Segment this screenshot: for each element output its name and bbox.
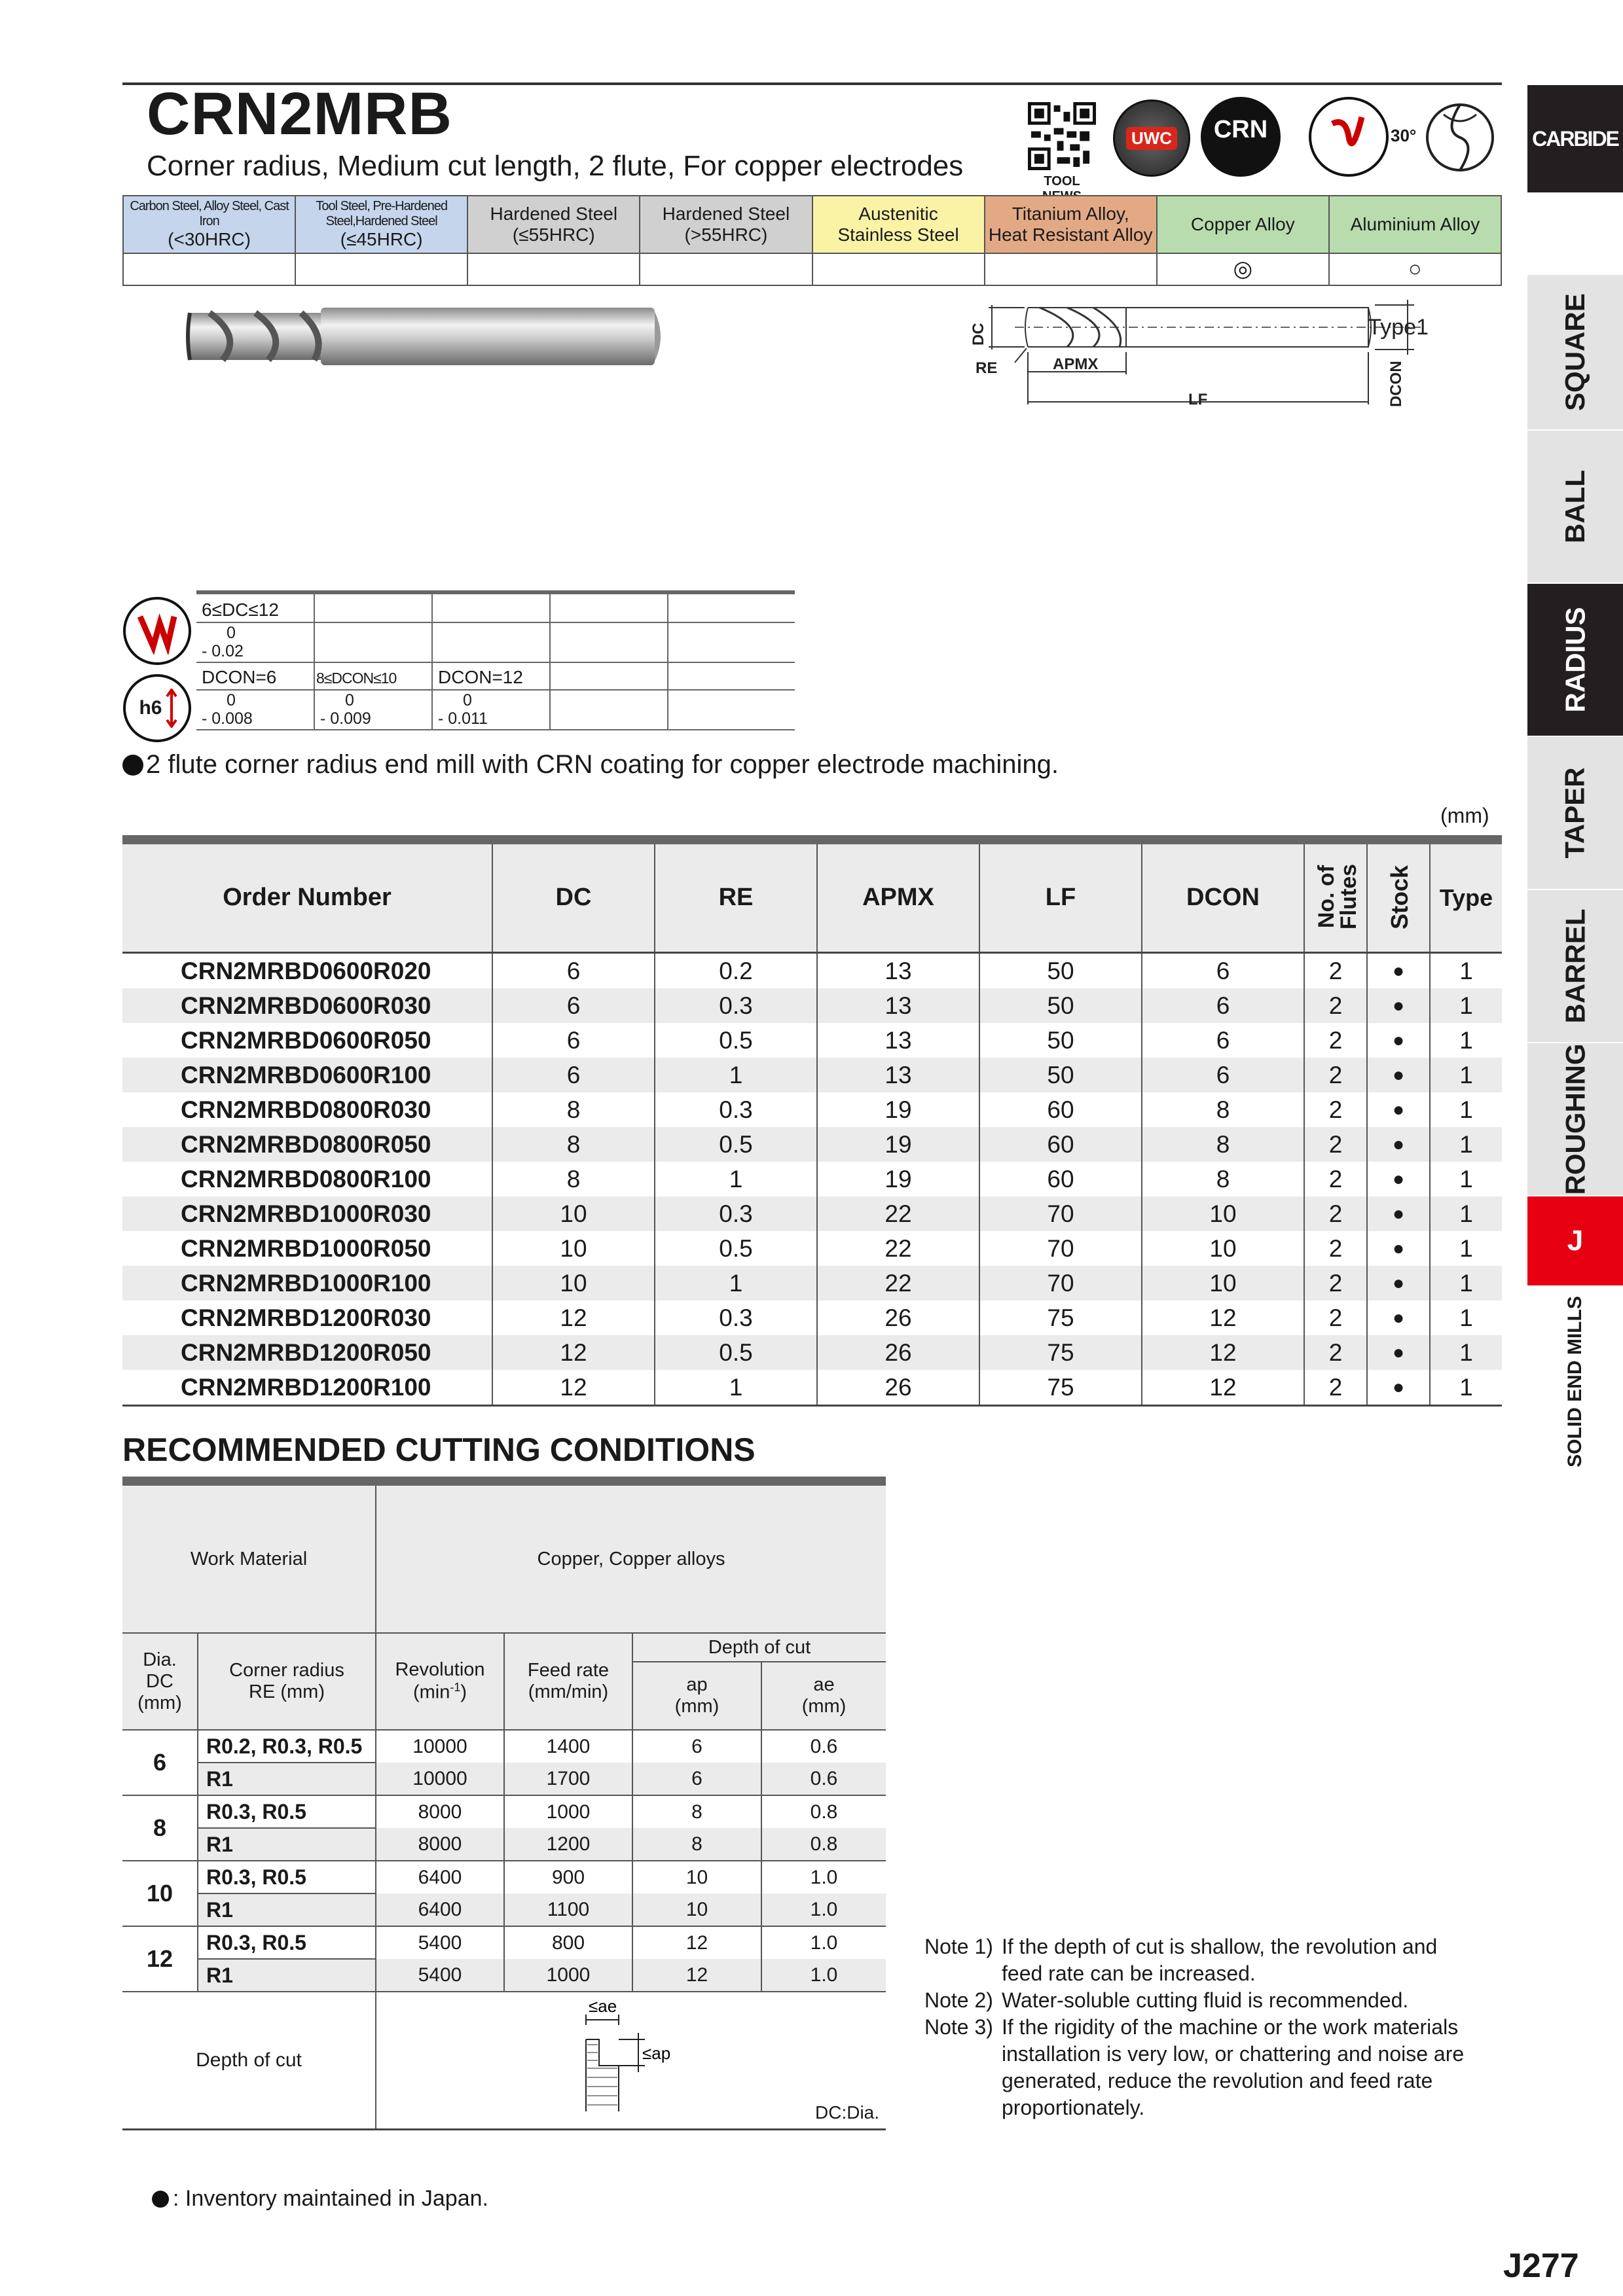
stock-indicator: ● [1367,1231,1430,1266]
col-dcon: DCON [1142,840,1304,952]
stock-indicator: ● [1367,1196,1430,1231]
stock-indicator: ● [1367,1092,1430,1127]
tab-ball[interactable]: BALL [1527,431,1623,583]
work-material-label: Work Material [122,1481,376,1633]
two-flute-icon [1424,98,1496,177]
cutting-row: 12 R0.3, R0.5 5400 800 12 1.0 [122,1926,886,1959]
material-suitability-2 [467,253,640,285]
svg-text:≤ae: ≤ae [589,2000,617,2016]
work-material-value: Copper, Copper alloys [376,1481,886,1633]
material-suitability-1 [295,253,467,285]
stock-indicator: ● [1367,1023,1430,1058]
material-0: Carbon Steel, Alloy Steel, Cast Iron (<30HRC) [123,196,295,253]
h6-shank-icon: h6 [123,674,191,742]
table-row: CRN2MRBD0600R100 6 1 13 50 6 2 ● 1 [122,1058,1502,1092]
dc-tolerance-icon [123,597,191,665]
depth-of-cut-label: Depth of cut [122,1992,376,2129]
dcon-12-tol: - 0.011 [438,709,488,728]
product-table [122,835,1502,1407]
material-2: Hardened Steel (≤55HRC) [467,196,640,253]
tool-news-caption: TOOL [1044,174,1080,188]
tab-square[interactable]: SQUARE [1527,275,1623,429]
qr-code-icon[interactable] [1028,102,1096,170]
helix-angle-label: 30° [1391,126,1417,145]
table-row: CRN2MRBD1000R030 10 0.3 22 70 10 2 ● 1 [122,1196,1502,1231]
drawing-lf-label: LF [1188,391,1208,408]
end-mill-photo [183,306,668,367]
tolerance-table: 6≤DC≤12 0 - 0.02 DCON=6 8≤DCON≤10 DCON=12 0 - 0.008 0 - 0.009 0 - 0.011 [196,590,795,730]
drawing-dc-label: DC [970,323,987,346]
cutting-conditions-title: RECOMMENDED CUTTING CONDITIONS [122,1431,756,1468]
dc-tol-top: 0 [227,624,236,642]
cutting-row: R1 10000 1700 6 0.6 [122,1763,886,1795]
col-flutes: No. of Flutes [1304,840,1367,952]
table-row: CRN2MRBD1200R100 12 1 26 75 12 2 ● 1 [122,1370,1502,1406]
dimension-drawing [962,292,1434,423]
dcon-8-10-header: 8≤DCON≤10 [314,662,432,690]
material-suitability-6: ◎ [1157,253,1329,285]
dcon-6-header: DCON=6 [196,662,314,690]
material-7: Aluminium Alloy [1329,196,1501,253]
table-row: CRN2MRBD1200R050 12 0.5 26 75 12 2 ● 1 [122,1335,1502,1370]
material-suitability-0 [123,253,295,285]
product-title: CRN2MRB [147,81,452,147]
tab-roughing[interactable]: ROUGHING [1527,1043,1623,1195]
table-row: CRN2MRBD1000R050 10 0.5 22 70 10 2 ● 1 [122,1231,1502,1266]
notes [924,1933,1464,2121]
cutting-row: 10 R0.3, R0.5 6400 900 10 1.0 [122,1861,886,1893]
unit-label: (mm) [1440,804,1489,827]
dc-tolerance-header: 6≤DC≤12 [196,592,314,622]
stock-indicator: ● [1367,988,1430,1023]
product-subtitle: Corner radius, Medium cut length, 2 flute, For copper electrodes [147,150,964,182]
uwc-badge: UWC [1113,99,1190,177]
table-row: CRN2MRBD0600R030 6 0.3 13 50 6 2 ● 1 [122,988,1502,1023]
dcon-6-tol: - 0.008 [202,709,253,728]
crn-coating-badge: CRN [1201,97,1281,177]
stock-indicator: ● [1367,952,1430,988]
stock-indicator: ● [1367,1335,1430,1370]
col-lf: LF [979,840,1142,952]
svg-text:≤ap: ≤ap [642,2043,671,2063]
col-stock: Stock [1367,840,1430,952]
stock-indicator: ● [1367,1370,1430,1406]
material-suitability-7: ○ [1329,253,1501,285]
cutting-row: R1 8000 1200 8 0.8 [122,1828,886,1861]
page-number: J277 [1503,2247,1579,2285]
table-row: CRN2MRBD1200R030 12 0.3 26 75 12 2 ● 1 [122,1300,1502,1335]
bullet-icon [122,755,143,776]
note-2: Note 2) Water-soluble cutting fluid is recommended. [924,1988,1409,2012]
tab-taper[interactable]: TAPER [1527,737,1623,889]
depth-of-cut-diagram [376,1992,886,2129]
table-row: CRN2MRBD0800R050 8 0.5 19 60 8 2 ● 1 [122,1127,1502,1162]
material-5: Titanium Alloy, Heat Resistant Alloy [985,196,1157,253]
material-suitability-5 [985,253,1157,285]
col-dc: DC [492,840,655,952]
col-order-number: Order Number [122,840,492,952]
col-re: RE [655,840,817,952]
bullet-icon [152,2191,169,2208]
stock-indicator: ● [1367,1058,1430,1092]
col-apmx: APMX [817,840,979,952]
dc-tol-bottom: - 0.02 [202,641,244,660]
cutting-row: 6 R0.2, R0.3, R0.5 10000 1400 6 0.6 [122,1730,886,1763]
cutting-conditions-table: Work Material Copper, Copper alloys Dia. DC (mm) Corner radius RE (mm) Revolution $(\min^{-1})$ Feed rate (mm/min) Depth of cut ap (mm) ae (mm) 6 R0.2, R0.3, R0.5 10000 1400 6 0.6 R1 10000 1700 6 0.6 8 R0.3, R0.5 8000 1000 8 0.8 R1 8000 1200 8 0.8 10 R0.3, R0.5 6400 900 10 1.0 R1 6400 1100 10 1.0 12 R0.3, R0.5 5400 800 12 1.0 R1 5400 1000 12 1.0 Depth of cut ≤ae ≤ap DC:Dia. [122,1477,886,2130]
dcon-12-header: DCON=12 [432,662,550,690]
table-row: CRN2MRBD0600R050 6 0.5 13 50 6 2 ● 1 [122,1023,1502,1058]
drawing-apmx-label: APMX [1053,355,1099,373]
material-6: Copper Alloy [1157,196,1329,253]
material-1: Tool Steel, Pre-Hardened Steel,Hardened Steel (≤45HRC) [295,196,467,253]
material-suitability-4 [812,253,985,285]
table-row: CRN2MRBD0800R100 8 1 19 60 8 2 ● 1 [122,1162,1502,1196]
cutting-row: R1 6400 1100 10 1.0 [122,1893,886,1926]
cutting-row: R1 5400 1000 12 1.0 [122,1959,886,1992]
col-type: Type [1430,840,1502,952]
material-3: Hardened Steel (>55HRC) [640,196,812,253]
table-row: CRN2MRBD1000R100 10 1 22 70 10 2 ● 1 [122,1266,1502,1300]
stock-indicator: ● [1367,1127,1430,1162]
dc-dia-note: DC:Dia. [815,2102,880,2123]
tab-barrel[interactable]: BARREL [1527,890,1623,1042]
drawing-re-label: RE [976,359,998,377]
tab-radius[interactable]: RADIUS [1527,584,1623,736]
drawing-type-label: Type1 [1368,315,1429,340]
solid-end-mills-label: SOLID END MILLS [1564,1296,1586,1467]
stock-indicator: ● [1367,1266,1430,1300]
stock-indicator: ● [1367,1300,1430,1335]
drawing-dcon-label: DCON [1387,361,1405,407]
cutting-row: 8 R0.3, R0.5 8000 1000 8 0.8 [122,1795,886,1828]
helix-angle-badge [1309,97,1389,177]
work-material-table [122,195,1502,286]
note-3: Note 3) If the rigidity of the machine or the work materials installation is very low, or chattering and noise are generated, reduce the revolution and feed rate proportionately. [924,2015,1465,2119]
material-suitability-3 [640,253,812,285]
inventory-legend: : Inventory maintained in Japan. [152,2186,488,2212]
note-1: Note 1) If the depth of cut is shallow, the revolution and feed rate can be increased. [924,1935,1438,1985]
description: 2 flute corner radius end mill with CRN coating for copper electrode machining. [122,750,1059,780]
tab-carbide[interactable]: CARBIDE [1527,85,1623,192]
table-row: CRN2MRBD0600R020 6 0.2 13 50 6 2 ● 1 [122,952,1502,988]
tab-j-section[interactable]: J [1527,1196,1623,1285]
dcon-8-10-tol: - 0.009 [320,709,371,728]
stock-indicator: ● [1367,1162,1430,1196]
table-row: CRN2MRBD0800R030 8 0.3 19 60 8 2 ● 1 [122,1092,1502,1127]
material-4: Austenitic Stainless Steel [812,196,985,253]
